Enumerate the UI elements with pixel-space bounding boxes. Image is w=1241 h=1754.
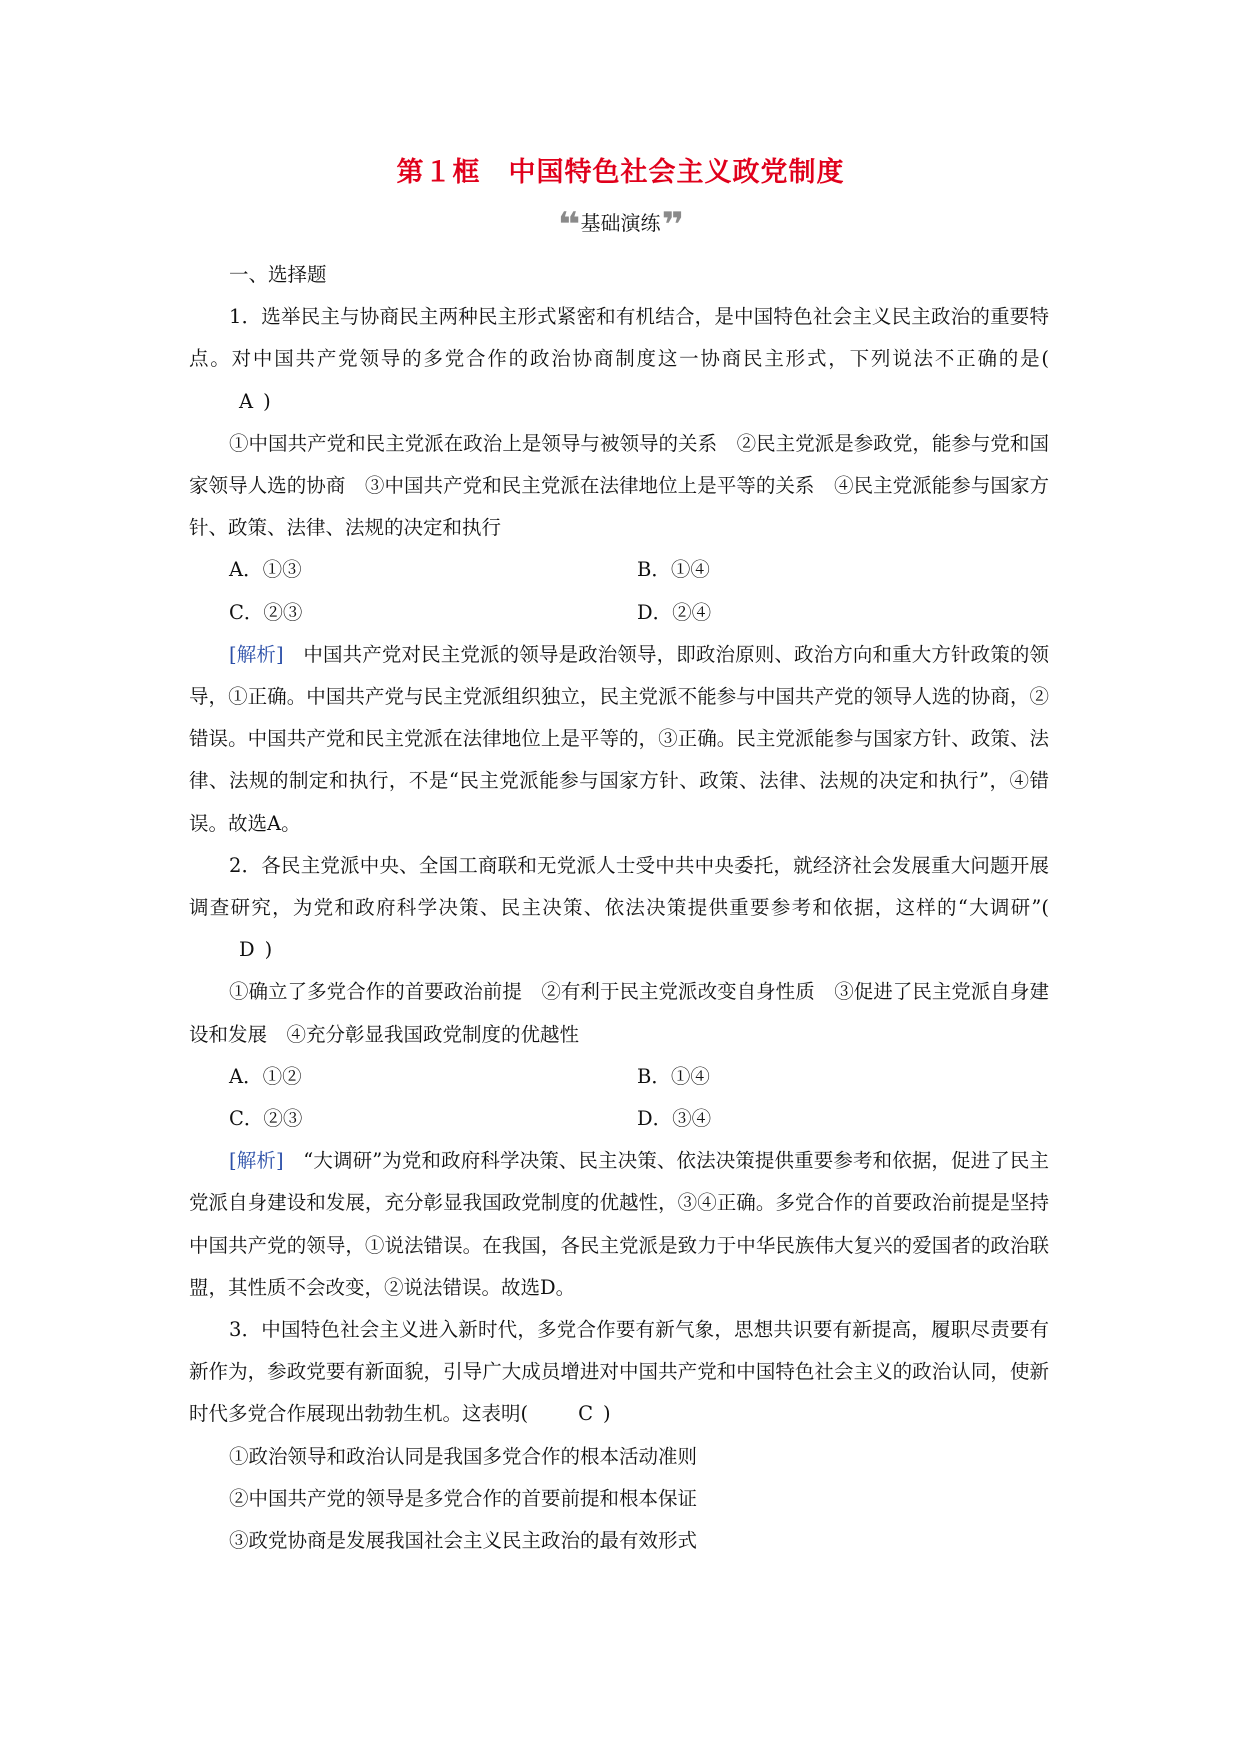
section-heading: 一、选择题	[229, 263, 327, 286]
stem-end: )	[264, 938, 273, 962]
choice-row	[189, 1056, 1049, 1098]
question-stem	[189, 1309, 1049, 1436]
analysis-text: “大调研”为党和政府科学决策、民主决策、依法决策提供重要参考和依据，促进了民主党派自身建设和发展，充分彰显我国政党制度的优越性，③④正确。多党合作的首要政治前提是坚持中国共产党的领导，①说法错误。在我国，各民主党派是致力于中华民族伟大复兴的爱国者的政治联盟，其性质不会改变，②说法错误。故选D。	[189, 1149, 1049, 1299]
statement-item: ①政治领导和政治认同是我国多党合作的根本活动准则	[229, 1444, 698, 1468]
badge-label: 基础演练	[580, 211, 661, 235]
page-title: 第１框 中国特色社会主义政党制度	[396, 157, 845, 188]
question-1	[189, 296, 1049, 845]
question-statements: ①中国共产党和民主党派在政治上是领导与被领导的关系 ②民主党派是参政党，能参与党和国家领导人选的协商 ③中国共产党和民主党派在法律地位上是平等的关系 ④民主党派能参与国家方针、政策、法律、法规的决定和执行	[189, 431, 1049, 540]
left-quote-icon: ❝	[557, 205, 580, 245]
choice-d: D．②④	[637, 600, 712, 624]
choice-c: C．②③	[229, 600, 303, 624]
choice-row	[189, 549, 1049, 591]
analysis-paragraph	[189, 634, 1049, 845]
choice-a: A．①②	[229, 1064, 302, 1088]
right-quote-icon: ❞	[661, 205, 684, 245]
analysis-text: 中国共产党对民主党派的领导是政治领导，即政治原则、政治方向和重大方针政策的领导，①正确。中国共产党与民主党派组织独立，民主党派不能参与中国共产党的领导人选的协商，②错误。中国共产党和民主党派在法律地位上是平等的，③正确。民主党派能参与国家方针、政策、法律、法规的制定和执行，不是“民主党派能参与国家方针、政策、法律、法规的决定和执行”，④错误。故选A。	[189, 642, 1049, 835]
question-3	[189, 1309, 1049, 1562]
answer-letter: D	[239, 938, 255, 962]
stem-text: 2．各民主党派中央、全国工商联和无党派人士受中共中央委托，就经济社会发展重大问题开展调查研究，为党和政府科学决策、民主决策、依法决策提供重要参考和依据，这样的“大调研”(	[189, 853, 1049, 920]
answer-letter: C	[578, 1402, 594, 1426]
choice-b: B．①④	[637, 1064, 710, 1088]
stem-text: 1．选举民主与协商民主两种民主形式紧密和有机结合，是中国特色社会主义民主政治的重要特点。对中国共产党领导的多党合作的政治协商制度这一协商民主形式，下列说法不正确的是(	[189, 305, 1049, 371]
statement-item: ③政党协商是发展我国社会主义民主政治的最有效形式	[229, 1529, 698, 1553]
analysis-tag: [解析]	[229, 1149, 284, 1173]
section-badge	[0, 205, 1241, 245]
choice-row	[189, 1098, 1049, 1140]
question-statements: ①确立了多党合作的首要政治前提 ②有利于民主党派改变自身性质 ③促进了民主党派自身建设和发展 ④充分彰显我国政党制度的优越性	[189, 980, 1049, 1046]
choice-row	[189, 592, 1049, 634]
choice-d: D．③④	[637, 1107, 712, 1131]
choice-c: C．②③	[229, 1107, 303, 1131]
stem-end: )	[603, 1402, 611, 1426]
stem-end: )	[263, 389, 271, 413]
choice-b: B．①④	[637, 558, 710, 582]
answer-letter: A	[239, 389, 254, 413]
question-stem	[189, 845, 1049, 972]
analysis-tag: [解析]	[229, 642, 284, 666]
stem-text: 3．中国特色社会主义进入新时代，多党合作要有新气象，思想共识要有新提高，履职尽责要有新作为，参政党要有新面貌，引导广大成员增进对中国共产党和中国特色社会主义的政治认同，使新时代多党合作展现出勃勃生机。这表明(	[189, 1318, 1049, 1426]
question-2	[189, 845, 1049, 1309]
document-body	[189, 254, 1049, 1562]
analysis-paragraph	[189, 1140, 1049, 1309]
choice-a: A．①③	[229, 558, 302, 582]
statement-item: ②中国共产党的领导是多党合作的首要前提和根本保证	[229, 1486, 698, 1510]
question-stem	[189, 296, 1049, 423]
